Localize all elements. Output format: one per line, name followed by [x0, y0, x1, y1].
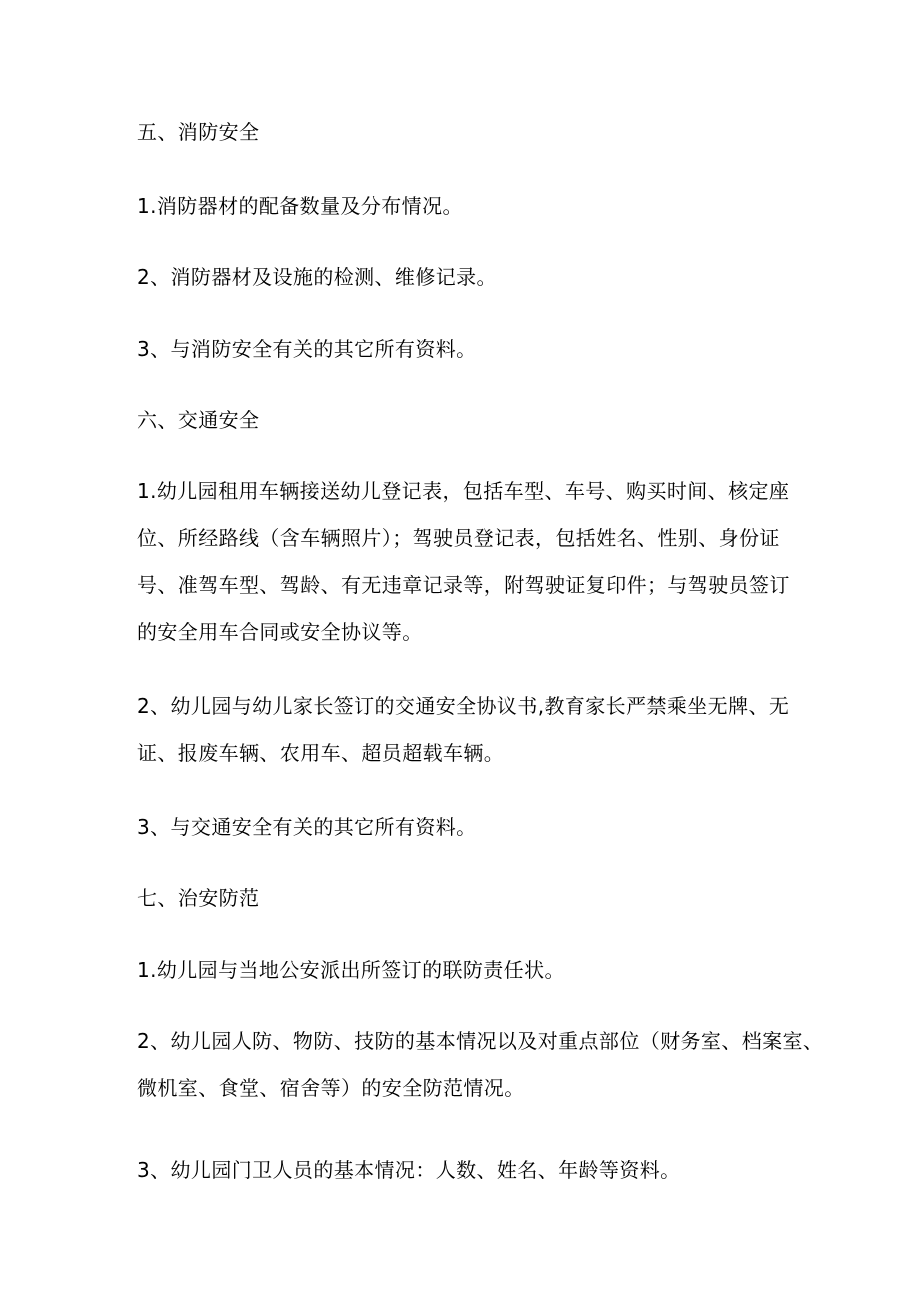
list-item: 1.幼儿园与当地公安派出所签订的联防责任状。	[137, 958, 565, 982]
paragraph-line: 证、报废车辆、农用车、超员超载车辆。	[137, 741, 505, 765]
paragraph-line: 微机室、食堂、宿舍等）的安全防范情况。	[137, 1076, 525, 1100]
list-item: 3、与交通安全有关的其它所有资料。	[137, 815, 477, 839]
paragraph-line: 的安全用车合同或安全协议等。	[137, 620, 423, 644]
list-item: 3、幼儿园门卫人员的基本情况：人数、姓名、年龄等资料。	[137, 1158, 681, 1182]
list-item: 3、与消防安全有关的其它所有资料。	[137, 337, 477, 361]
list-item	[137, 683, 790, 777]
section-heading-traffic-safety: 六、交通安全	[137, 408, 260, 432]
list-item	[137, 1018, 824, 1112]
section-heading-fire-safety: 五、消防安全	[137, 120, 260, 144]
list-item: 1.消防器材的配备数量及分布情况。	[137, 194, 463, 218]
section-heading-public-security: 七、治安防范	[137, 886, 260, 910]
list-item	[137, 468, 790, 656]
paragraph-line: 1.幼儿园租用车辆接送幼儿登记表，包括车型、车号、购买时间、核定座	[137, 479, 790, 503]
paragraph-line: 2、幼儿园人防、物防、技防的基本情况以及对重点部位（财务室、档案室、	[137, 1029, 824, 1053]
paragraph-line: 2、幼儿园与幼儿家长签订的交通安全协议书,教育家长严禁乘坐无牌、无	[137, 694, 790, 718]
paragraph-line: 号、准驾车型、驾龄、有无违章记录等，附驾驶证复印件；与驾驶员签订	[137, 573, 790, 597]
list-item: 2、消防器材及设施的检测、维修记录。	[137, 265, 497, 289]
paragraph-line: 位、所经路线（含车辆照片）；驾驶员登记表，包括姓名、性别、身份证	[137, 526, 780, 550]
